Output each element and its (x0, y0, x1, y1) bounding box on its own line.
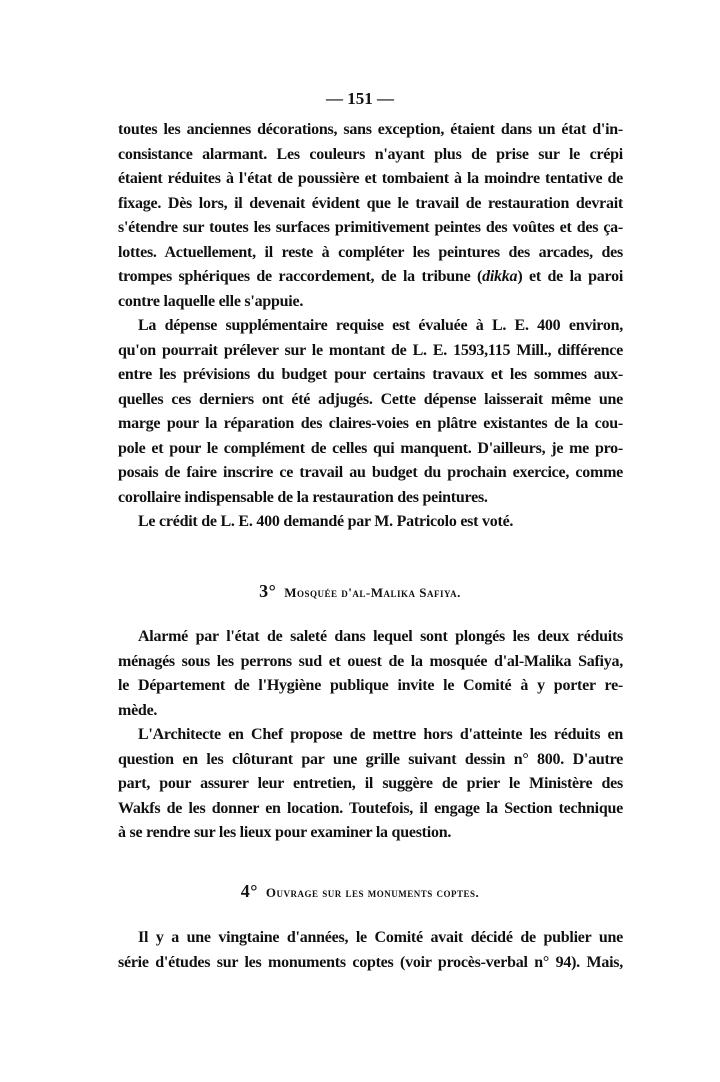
section-b-text (118, 625, 623, 846)
section-heading-4 (0, 881, 720, 902)
text-line: le Département de l'Hygiène publique invite le Comité à y porter re- (118, 677, 623, 694)
text-line: corollaire indispensable de la restauration des peintures. (118, 488, 488, 506)
text-line: série d'études sur les monuments coptes (voir procès-verbal n° 94). Mais, (118, 953, 623, 971)
text-line: La dépense supplémentaire requise est évaluée à L. E. 400 environ, (138, 317, 623, 334)
heading-number: 3° (259, 581, 277, 601)
text-line: qu'on pourrait prélever sur le montant de L. E. 1593,115 Mill., différence (118, 341, 623, 359)
page-number: — 151 — (326, 89, 394, 108)
text-line: fixage. Dès lors, il devenait évident que le travail de restauration devrait (118, 194, 623, 212)
section-heading-3 (0, 581, 720, 602)
text-line: s'étendre sur toutes les surfaces primitivement peintes des voûtes et des ça- (118, 219, 623, 236)
text-line: étaient réduites à l'état de poussière et tombaient à la moindre tentative de (118, 170, 623, 187)
section-c-text (118, 926, 623, 975)
text-line: entre les prévisions du budget pour certains travaux et les sommes aux- (118, 366, 623, 383)
text-line: question en les clôturant par une grille suivant dessin n° 800. D'autre (118, 750, 623, 768)
text-line: ménagés sous les perrons sud et ouest de la mosquée d'al-Malika Safiya, (118, 652, 623, 670)
text-line: toutes les anciennes décorations, sans exception, étaient dans un état d'in- (118, 121, 623, 138)
text-line: posais de faire inscrire ce travail au budget du prochain exercice, comme (118, 464, 623, 481)
text-line: Wakfs de les donner en location. Toutefois, il engage la Section technique (118, 799, 623, 817)
text-line: pole et pour le complément de celles qui manquent. D'ailleurs, je me pro- (118, 439, 623, 457)
text-line: Alarmé par l'état de saleté dans lequel sont plongés les deux réduits (138, 628, 623, 645)
text-line: marge pour la réparation des claires-voies en plâtre existantes de la cou- (118, 415, 623, 432)
text-line: Le crédit de L. E. 400 demandé par M. Patricolo est voté. (138, 513, 514, 530)
heading-number: 4° (240, 881, 258, 901)
text-line: à se rendre sur les lieux pour examiner la question. (118, 824, 452, 841)
heading-title: Ouvrage sur les monuments coptes. (265, 885, 480, 900)
text-line: Il y a une vingtaine d'années, le Comité avait décidé de publier une (138, 929, 623, 946)
text-line: mède. (118, 701, 158, 719)
text-line: quelles ces derniers ont été adjugés. Cette dépense laisserait même une (118, 390, 623, 408)
text-line: part, pour assurer leur entretien, il suggère de prier le Ministère des (118, 775, 623, 792)
text-line: L'Architecte en Chef propose de mettre hors d'atteinte les réduits en (138, 726, 623, 743)
text-line: lottes. Actuellement, il reste à compléter les peintures des arcades, des (118, 243, 623, 261)
text-line: trompes sphériques de raccordement, de la tribune (dikka) et de la paroi (118, 268, 624, 285)
section-a-text (118, 118, 623, 535)
text-line: contre laquelle elle s'appuie. (118, 292, 304, 310)
heading-title: Mosquée d'al-Malika Safiya. (284, 585, 461, 600)
text-line: consistance alarmant. Les couleurs n'ayant plus de prise sur le crépi (118, 145, 623, 163)
